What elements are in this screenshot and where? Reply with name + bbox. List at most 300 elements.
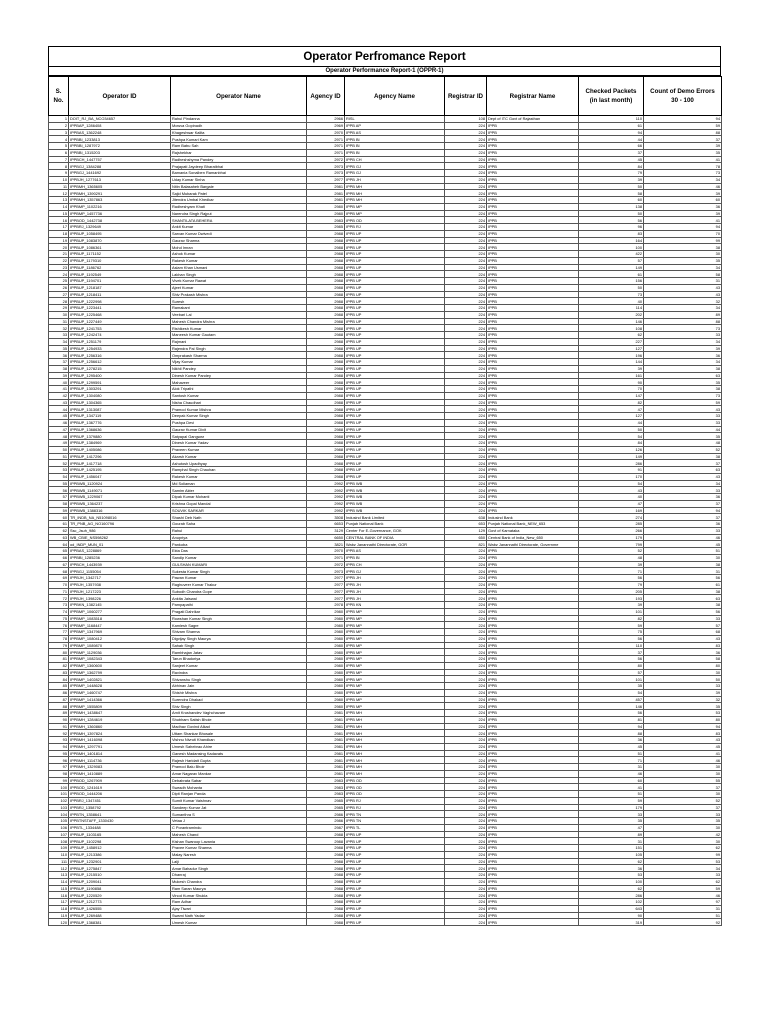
cell-registrar-name: IPPB — [487, 635, 579, 642]
cell-agency-id: 2972 — [307, 561, 345, 568]
cell-agency-id: 2980 — [307, 203, 345, 210]
cell-registrar-name: IPPB — [487, 473, 579, 480]
cell-demo-errors: 52 — [644, 446, 722, 453]
cell-agency-id: 2992 — [307, 494, 345, 501]
cell-sno: 89 — [49, 710, 69, 717]
cell-registrar-id: 224 — [445, 878, 487, 885]
table-row — [49, 676, 722, 683]
cell-operator-id: IPPBRJ_1329649 — [69, 224, 171, 231]
cell-checked-packets: 62 — [579, 885, 644, 892]
cell-registrar-name: IPPB — [487, 662, 579, 669]
cell-operator-id: IPPBBI_1315203 — [69, 149, 171, 156]
cell-agency-id: 2980 — [307, 676, 345, 683]
cell-operator-id: IPPBUP_1295400 — [69, 372, 171, 379]
cell-sno: 38 — [49, 365, 69, 372]
cell-registrar-id: 224 — [445, 143, 487, 150]
cell-demo-errors: 97 — [644, 899, 722, 906]
cell-operator-name: Lakhan Singh — [171, 271, 307, 278]
cell-registrar-id: 224 — [445, 811, 487, 818]
cell-sno: 37 — [49, 359, 69, 366]
cell-agency-id: 2981 — [307, 730, 345, 737]
cell-operator-id: IPPBUP_1225468 — [69, 311, 171, 318]
cell-agency-id: 2988 — [307, 257, 345, 264]
cell-operator-id: IPPBMH_1401814 — [69, 750, 171, 757]
cell-registrar-id: 224 — [445, 851, 487, 858]
cell-checked-packets: 205 — [579, 588, 644, 595]
cell-checked-packets: 36 — [579, 865, 644, 872]
cell-checked-packets: 151 — [579, 845, 644, 852]
cell-operator-id: IPPBUP_1083870 — [69, 237, 171, 244]
table-row — [49, 838, 722, 845]
cell-demo-errors: 88 — [644, 318, 722, 325]
cell-agency-id: 2980 — [307, 642, 345, 649]
cell-operator-name: C Porantramindu — [171, 824, 307, 831]
cell-demo-errors: 35 — [644, 703, 722, 710]
cell-agency-id: 2985 — [307, 224, 345, 231]
cell-checked-packets: 50 — [579, 210, 644, 217]
cell-registrar-name: IPPB — [487, 777, 579, 784]
table-row — [49, 210, 722, 217]
cell-agency-name: RISL — [345, 116, 445, 123]
cell-registrar-id: 224 — [445, 797, 487, 804]
cell-sno: 3 — [49, 129, 69, 136]
table-row — [49, 419, 722, 426]
cell-operator-id: IPPBMP_1460747 — [69, 689, 171, 696]
cell-agency-name: IPPB BI — [345, 149, 445, 156]
cell-registrar-name: IPPB — [487, 595, 579, 602]
cell-demo-errors: 92 — [644, 919, 722, 926]
cell-registrar-name: IPPB — [487, 676, 579, 683]
cell-registrar-name: IPPB — [487, 878, 579, 885]
cell-demo-errors: 36 — [644, 352, 722, 359]
cell-agency-id: 2980 — [307, 669, 345, 676]
cell-agency-id: 2983 — [307, 217, 345, 224]
table-row — [49, 608, 722, 615]
cell-registrar-name: IPPB — [487, 899, 579, 906]
cell-checked-packets: 39 — [579, 176, 644, 183]
cell-operator-name: Rowshan Kumar Singh — [171, 615, 307, 622]
cell-operator-id: IPPBUP_1058495 — [69, 230, 171, 237]
cell-sno: 63 — [49, 534, 69, 541]
cell-operator-name: Umesh Kumar — [171, 919, 307, 926]
cell-agency-id: 2988 — [307, 298, 345, 305]
cell-registrar-id: 224 — [445, 743, 487, 750]
cell-agency-name: IPPB UP — [345, 305, 445, 312]
table-row — [49, 507, 722, 514]
cell-checked-packets: 54 — [579, 480, 644, 487]
cell-registrar-id: 224 — [445, 845, 487, 852]
cell-registrar-name: IPPB — [487, 230, 579, 237]
table-row — [49, 494, 722, 501]
cell-operator-id: IPPBMP_1555809 — [69, 703, 171, 710]
cell-checked-packets: 89 — [579, 831, 644, 838]
cell-registrar-id: 224 — [445, 332, 487, 339]
cell-operator-id: IPPBUP_1223441 — [69, 305, 171, 312]
cell-operator-name: Swasdh Mohanta — [171, 784, 307, 791]
cell-registrar-name: IPPB — [487, 413, 579, 420]
cell-agency-id: 2988 — [307, 872, 345, 879]
cell-demo-errors: 36 — [644, 203, 722, 210]
cell-operator-id: IPPBUP_1190858 — [69, 885, 171, 892]
cell-checked-packets: 643 — [579, 905, 644, 912]
cell-demo-errors: 52 — [644, 797, 722, 804]
table-header-row — [49, 77, 722, 116]
cell-registrar-id: 224 — [445, 689, 487, 696]
table-row — [49, 487, 722, 494]
cell-checked-packets: 169 — [579, 507, 644, 514]
cell-registrar-id: 224 — [445, 494, 487, 501]
cell-demo-errors: 39 — [644, 689, 722, 696]
cell-agency-id: 2987 — [307, 824, 345, 831]
cell-agency-name: IPPB GJ — [345, 170, 445, 177]
cell-checked-packets: 91 — [579, 467, 644, 474]
cell-agency-id: 2988 — [307, 271, 345, 278]
cell-agency-id: 2969 — [307, 122, 345, 129]
cell-registrar-name: IPPB — [487, 170, 579, 177]
cell-agency-name: IPPB KN — [345, 602, 445, 609]
cell-operator-name: Dipak Kumar Mohanti — [171, 494, 307, 501]
table-row — [49, 716, 722, 723]
cell-checked-packets: 100 — [579, 878, 644, 885]
table-row — [49, 656, 722, 663]
cell-registrar-id: 224 — [445, 278, 487, 285]
cell-registrar-id: 224 — [445, 710, 487, 717]
cell-agency-name: IPPB UP — [345, 885, 445, 892]
cell-registrar-name: IPPB — [487, 845, 579, 852]
cell-registrar-id: 224 — [445, 352, 487, 359]
table-row — [49, 338, 722, 345]
cell-sno: 70 — [49, 581, 69, 588]
cell-registrar-id: 224 — [445, 271, 487, 278]
cell-operator-id: IPPBUP_1103165 — [69, 831, 171, 838]
cell-demo-errors: 34 — [644, 480, 722, 487]
cell-sno: 41 — [49, 386, 69, 393]
cell-registrar-id: 224 — [445, 824, 487, 831]
cell-agency-name: IPPB UP — [345, 284, 445, 291]
cell-checked-packets: 147 — [579, 392, 644, 399]
cell-demo-errors: 31 — [644, 905, 722, 912]
cell-operator-id: IPPBMP_1089870 — [69, 642, 171, 649]
table-row — [49, 521, 722, 528]
cell-agency-id: 2986 — [307, 811, 345, 818]
cell-sno: 44 — [49, 406, 69, 413]
cell-operator-name: Lalji — [171, 858, 307, 865]
cell-checked-packets: 82 — [579, 615, 644, 622]
cell-checked-packets: 94 — [579, 129, 644, 136]
cell-agency-name: IPPB UP — [345, 865, 445, 872]
cell-operator-name: Omprakash Sharma — [171, 352, 307, 359]
cell-registrar-id: 224 — [445, 622, 487, 629]
cell-operator-id: IPPBWB_1364237 — [69, 500, 171, 507]
cell-checked-packets: 61 — [579, 271, 644, 278]
cell-demo-errors: 59 — [644, 399, 722, 406]
cell-operator-name: Rishikesh Kumar — [171, 325, 307, 332]
cell-sno: 23 — [49, 264, 69, 271]
cell-sno: 97 — [49, 764, 69, 771]
cell-registrar-id: 224 — [445, 406, 487, 413]
cell-agency-name: IPPB WB — [345, 480, 445, 487]
cell-sno: 27 — [49, 291, 69, 298]
cell-agency-name: IPPB MH — [345, 190, 445, 197]
cell-operator-name: Rajendra Pal Singh — [171, 345, 307, 352]
cell-sno: 87 — [49, 696, 69, 703]
table-row — [49, 500, 722, 507]
cell-sno: 32 — [49, 325, 69, 332]
cell-operator-id: IPPBUP_1426555 — [69, 905, 171, 912]
cell-sno: 36 — [49, 352, 69, 359]
cell-checked-packets: 71 — [579, 568, 644, 575]
cell-registrar-name: IPPB — [487, 743, 579, 750]
cell-registrar-name: IPPB — [487, 730, 579, 737]
cell-agency-name: IPPB UP — [345, 271, 445, 278]
cell-demo-errors: 30 — [644, 669, 722, 676]
cell-registrar-name: IPPB — [487, 872, 579, 879]
table-row — [49, 811, 722, 818]
cell-agency-id: 2988 — [307, 838, 345, 845]
cell-operator-id: IPPBUP_1379880 — [69, 433, 171, 440]
cell-demo-errors: 37 — [644, 460, 722, 467]
cell-operator-name: Shiv Singh — [171, 703, 307, 710]
cell-sno: 66 — [49, 554, 69, 561]
cell-demo-errors: 35 — [644, 379, 722, 386]
cell-demo-errors: 43 — [644, 284, 722, 291]
cell-sno: 60 — [49, 514, 69, 521]
cell-registrar-id: 224 — [445, 237, 487, 244]
cell-sno: 77 — [49, 629, 69, 636]
cell-registrar-name: IPPB — [487, 838, 579, 845]
cell-registrar-id: 224 — [445, 548, 487, 555]
cell-checked-packets: 422 — [579, 251, 644, 258]
table-row — [49, 622, 722, 629]
cell-agency-id: 2980 — [307, 662, 345, 669]
cell-registrar-name: IPPB — [487, 764, 579, 771]
cell-registrar-id: 224 — [445, 635, 487, 642]
cell-agency-id: 2986 — [307, 818, 345, 825]
cell-agency-id: 2977 — [307, 575, 345, 582]
cell-checked-packets: 285 — [579, 521, 644, 528]
table-row — [49, 149, 722, 156]
cell-registrar-name: IPPB — [487, 122, 579, 129]
cell-registrar-name: IPPB — [487, 494, 579, 501]
cell-demo-errors: 39 — [644, 345, 722, 352]
cell-registrar-id: 224 — [445, 649, 487, 656]
cell-registrar-id: 224 — [445, 662, 487, 669]
cell-demo-errors: 34 — [644, 359, 722, 366]
cell-agency-name: IPPB MH — [345, 737, 445, 744]
cell-agency-id: 2977 — [307, 588, 345, 595]
cell-registrar-name: IPPB — [487, 271, 579, 278]
cell-registrar-id: 224 — [445, 770, 487, 777]
cell-demo-errors: 34 — [644, 264, 722, 271]
cell-registrar-name: IPPB — [487, 210, 579, 217]
cell-checked-packets: 43 — [579, 487, 644, 494]
cell-operator-name: Bamania Sonalben Ramanbhai — [171, 170, 307, 177]
cell-registrar-id: 224 — [445, 885, 487, 892]
cell-agency-id: 2981 — [307, 197, 345, 204]
cell-sno: 73 — [49, 602, 69, 609]
cell-checked-packets: 39 — [579, 602, 644, 609]
cell-registrar-name: IPPB — [487, 291, 579, 298]
cell-operator-name: Nisha Chaudhari — [171, 399, 307, 406]
table-row — [49, 433, 722, 440]
cell-registrar-id: 224 — [445, 345, 487, 352]
cell-checked-packets: 286 — [579, 460, 644, 467]
cell-registrar-name: IPPB — [487, 608, 579, 615]
cell-registrar-id: 224 — [445, 723, 487, 730]
cell-operator-id: IPPBUP_1179310 — [69, 257, 171, 264]
cell-agency-id: 2972 — [307, 156, 345, 163]
cell-checked-packets: 126 — [579, 446, 644, 453]
cell-agency-name: IPPB RJ — [345, 797, 445, 804]
table-row — [49, 919, 722, 926]
cell-agency-name: IPPB UP — [345, 352, 445, 359]
cell-agency-name: IPPB MP — [345, 689, 445, 696]
cell-registrar-name: IPPB — [487, 824, 579, 831]
cell-agency-name: Wabz Janannathi Directorate, GOR — [345, 541, 445, 548]
cell-demo-errors: 36 — [644, 649, 722, 656]
cell-operator-id: IPPBCH_1443939 — [69, 561, 171, 568]
cell-sno: 79 — [49, 642, 69, 649]
cell-agency-id: 2992 — [307, 480, 345, 487]
cell-operator-id: IPPBUP_1241753 — [69, 325, 171, 332]
cell-sno: 110 — [49, 851, 69, 858]
cell-agency-name: IPPB UP — [345, 419, 445, 426]
cell-demo-errors: 37 — [644, 136, 722, 143]
cell-agency-id: 2988 — [307, 453, 345, 460]
cell-demo-errors: 60 — [644, 197, 722, 204]
cell-registrar-id: 224 — [445, 561, 487, 568]
cell-operator-name: SHANTILATA BEHERA — [171, 217, 307, 224]
cell-sno: 55 — [49, 480, 69, 487]
cell-operator-name: Ramakant — [171, 305, 307, 312]
cell-operator-id: IPPBMH_1329083 — [69, 764, 171, 771]
cell-demo-errors: 45 — [644, 743, 722, 750]
cell-demo-errors: 36 — [644, 521, 722, 528]
cell-agency-name: IPPB UP — [345, 386, 445, 393]
cell-sno: 6 — [49, 149, 69, 156]
cell-registrar-name: IPPB — [487, 352, 579, 359]
cell-operator-name: Deepak Kumar Singh — [171, 413, 307, 420]
cell-operator-name: Vivek Kumar Rawat — [171, 278, 307, 285]
cell-registrar-id: 224 — [445, 305, 487, 312]
cell-demo-errors: 80 — [644, 716, 722, 723]
table-row — [49, 372, 722, 379]
cell-agency-id: 2980 — [307, 649, 345, 656]
cell-registrar-name: IPPB — [487, 622, 579, 629]
cell-operator-name: Ram Saran Maurya — [171, 885, 307, 892]
cell-operator-name: Kamlesh Sagre — [171, 622, 307, 629]
cell-operator-name: Malay Naresh — [171, 851, 307, 858]
cell-operator-id: IPPBMH_1365605 — [69, 183, 171, 190]
cell-registrar-name: IPPB — [487, 500, 579, 507]
cell-registrar-name: IPPB — [487, 656, 579, 663]
cell-sno: 8 — [49, 163, 69, 170]
cell-agency-id: 2981 — [307, 716, 345, 723]
cell-agency-name: IPPB UP — [345, 440, 445, 447]
cell-operator-id: IPPBUP_1425195 — [69, 467, 171, 474]
table-row — [49, 156, 722, 163]
cell-agency-name: IPPB OD — [345, 777, 445, 784]
cell-checked-packets: 83 — [579, 230, 644, 237]
cell-sno: 104 — [49, 811, 69, 818]
cell-operator-name: Pushpa Kumari Kam — [171, 136, 307, 143]
cell-agency-id: 2971 — [307, 136, 345, 143]
cell-agency-name: IPPB MP — [345, 703, 445, 710]
cell-registrar-name: IPPB — [487, 264, 579, 271]
cell-registrar-id: 224 — [445, 912, 487, 919]
cell-checked-packets: 146 — [579, 703, 644, 710]
cell-sno: 84 — [49, 676, 69, 683]
cell-checked-packets: 51 — [579, 750, 644, 757]
cell-registrar-name: IPPB — [487, 507, 579, 514]
cell-operator-id: IPPBWB_1388316 — [69, 507, 171, 514]
cell-registrar-id: 224 — [445, 615, 487, 622]
cell-operator-name: Uday Kumar Sinha — [171, 176, 307, 183]
cell-sno: 58 — [49, 500, 69, 507]
cell-operator-id: IPPBMP_1080412 — [69, 635, 171, 642]
cell-registrar-id: 224 — [445, 176, 487, 183]
cell-agency-id: 2978 — [307, 602, 345, 609]
cell-agency-name: IPPB UP — [345, 426, 445, 433]
cell-operator-name: Abhinav Jain — [171, 683, 307, 690]
cell-demo-errors: 34 — [644, 176, 722, 183]
cell-operator-name: Sajid Mubarak Patel — [171, 190, 307, 197]
cell-agency-name: IPPB UP — [345, 392, 445, 399]
cell-registrar-name: IPPB — [487, 379, 579, 386]
cell-sno: 76 — [49, 622, 69, 629]
cell-registrar-name: IPPB — [487, 561, 579, 568]
cell-checked-packets: 59 — [579, 797, 644, 804]
cell-registrar-id: 224 — [445, 858, 487, 865]
cell-registrar-name: IPPB — [487, 568, 579, 575]
cell-registrar-name: IPPB — [487, 487, 579, 494]
cell-agency-id: 2980 — [307, 703, 345, 710]
cell-agency-name: IPPB UP — [345, 298, 445, 305]
cell-sno: 115 — [49, 885, 69, 892]
cell-demo-errors: 48 — [644, 440, 722, 447]
cell-registrar-name: IPPB — [487, 446, 579, 453]
table-row — [49, 190, 722, 197]
cell-demo-errors: 83 — [644, 730, 722, 737]
cell-registrar-id: 224 — [445, 737, 487, 744]
cell-operator-name: Radheshshyma Pandey — [171, 156, 307, 163]
table-row — [49, 365, 722, 372]
table-row — [49, 473, 722, 480]
cell-registrar-name: IPPB — [487, 703, 579, 710]
cell-registrar-name: IPPB — [487, 683, 579, 690]
cell-demo-errors: 30 — [644, 824, 722, 831]
cell-agency-id: 2988 — [307, 467, 345, 474]
cell-registrar-name: IPPB — [487, 325, 579, 332]
cell-sno: 9 — [49, 170, 69, 177]
cell-sno: 86 — [49, 689, 69, 696]
cell-registrar-id: 224 — [445, 919, 487, 926]
operator-performance-table — [48, 76, 722, 926]
cell-operator-id: IPPBJH_1398226 — [69, 595, 171, 602]
cell-agency-name: IPPB UP — [345, 264, 445, 271]
cell-checked-packets: 156 — [579, 278, 644, 285]
cell-registrar-name: IPPB — [487, 318, 579, 325]
cell-sno: 7 — [49, 156, 69, 163]
cell-registrar-name: IPPB — [487, 433, 579, 440]
cell-sno: 83 — [49, 669, 69, 676]
cell-agency-id: 2988 — [307, 473, 345, 480]
cell-registrar-name: IPPB — [487, 372, 579, 379]
cell-agency-id: 2980 — [307, 622, 345, 629]
cell-agency-id: 2988 — [307, 338, 345, 345]
cell-agency-name: IPPB UP — [345, 372, 445, 379]
cell-operator-id: IPPBMP_1102216 — [69, 203, 171, 210]
